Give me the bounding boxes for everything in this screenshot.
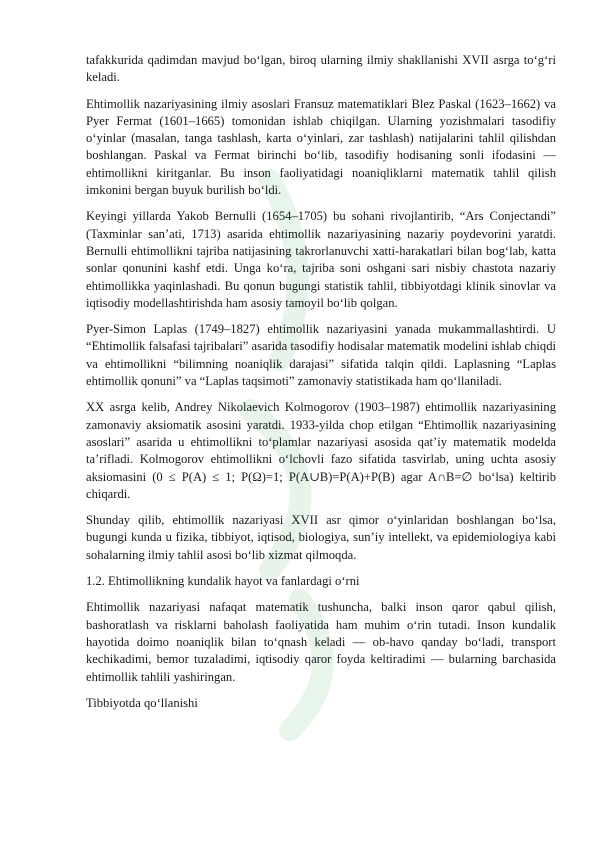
- paragraph-intro-continuation: tafakkurida qadimdan mavjud bo‘lgan, biroq ularning ilmiy shakllanishi XVII asrga to‘g‘ri keladi.: [86, 53, 556, 85]
- paragraph-daily-life: Ehtimollik nazariyasi nafaqat matematik tushuncha, balki inson qaror qabul qilish, bashoratlash va risklarni baholash faoliyatida ham muhim o‘rin tutadi. Inson kundalik hayotida doimo noaniqlik bilan to‘qnash keladi — ob-havo qanday bo‘ladi, transport kechikadimi, bemor tuzaladimi, iqtisodiy qaror foyda keltiradimi — bularning barchasida ehtimollik tahlili yashiringan.: [86, 600, 556, 684]
- paragraph-conclusion: Shunday qilib, ehtimollik nazariyasi XVII asr qimor o‘yinlaridan boshlangan bo‘lsa, bugungi kunda u fizika, tibbiyot, iqtisod, biologiya, sun’iy intellekt, va epidemiologiya kabi sohalarning ilmiy tahlil asosi bo‘lib xizmat qilmoqda.: [86, 513, 556, 562]
- paragraph-pascal-fermat: Ehtimollik nazariyasining ilmiy asoslari Fransuz matematiklari Blez Paskal (1623–1662) va Pyer Fermat (1601–1665) tomonidan ishlab chiqilgan. Ularning yozishmalari tasodifiy o‘yinlar (masalan, tanga tashlash, karta o‘yinlari, zar tashlash) natijalarini tahlil qilishdan boshlangan. Paskal va Fermat birinchi bo‘lib, tasodifiy hodisaning sonli ifodasini — ehtimollikni kiritganlar. Bu inson faoliyatidagi noaniqliklarni matematik tahlil qilish imkonini bergan buyuk burilish bo‘ldi.: [86, 96, 556, 198]
- paragraph-kolmogorov: XX asrga kelib, Andrey Nikolaevich Kolmogorov (1903–1987) ehtimollik nazariyasining zamonaviy aksiomatik asosini yaratdi. 1933-yilda chop etilgan “Ehtimollik nazariyasining asoslari” asarida u ehtimollikni to‘plamlar nazariyasi asosida qat’iy matematik modelda ta’rifladi. Kolmogorov ehtimollikni o‘lchovli fazo sifatida tasvirlab, uning uchta asosiy aksiomasini (0 ≤ P(A) ≤ 1; P(Ω)=1; P(A∪B)=P(A)+P(B) agar A∩B=∅ bo‘lsa) keltirib chiqardi.: [86, 400, 556, 501]
- document-page: [86, 52, 556, 721]
- section-heading: 1.2. Ehtimollikning kundalik hayot va fanlardagi o‘rni: [86, 574, 360, 589]
- paragraph-laplace: Pyer-Simon Laplas (1749–1827) ehtimollik nazariyasini yanada mukammallashtirdi. U “Ehtimollik falsafasi tajribalari” asarida tasodifiy hodisalar matematik modelini ishlab chiqdi va ehtimollikni “bilimning noaniqlik darajasi” sifatida talqin qildi. Laplasning “Laplas ehtimollik qonuni” va “Laplas taqsimoti” zamonaviy statistikada ham qo‘llaniladi.: [86, 322, 556, 389]
- paragraph-bernoulli: Keyingi yillarda Yakob Bernulli (1654–1705) bu sohani rivojlantirib, “Ars Conjectandi” (Taxminlar san’ati, 1713) asarida ehtimollik nazariyasining nazariy poydevorini yaratdi. Bernulli ehtimollikni tajriba natijasining takrorlanuvchi xatti-harakatlari bilan bog‘lab, katta sonlar qonunini kashf etdi. Unga ko‘ra, tajriba soni oshgani sari nisbiy chastota nazariy ehtimollikka yaqinlashadi. Bu qonun bugungi statistik tahlil, tibbiyotdagi klinik sinovlar va iqtisodiy modellashtirishda ham asosiy tamoyil bo‘lib qolgan.: [86, 209, 556, 310]
- subheading-medicine: Tibbiyotda qo‘llanishi: [86, 695, 198, 710]
